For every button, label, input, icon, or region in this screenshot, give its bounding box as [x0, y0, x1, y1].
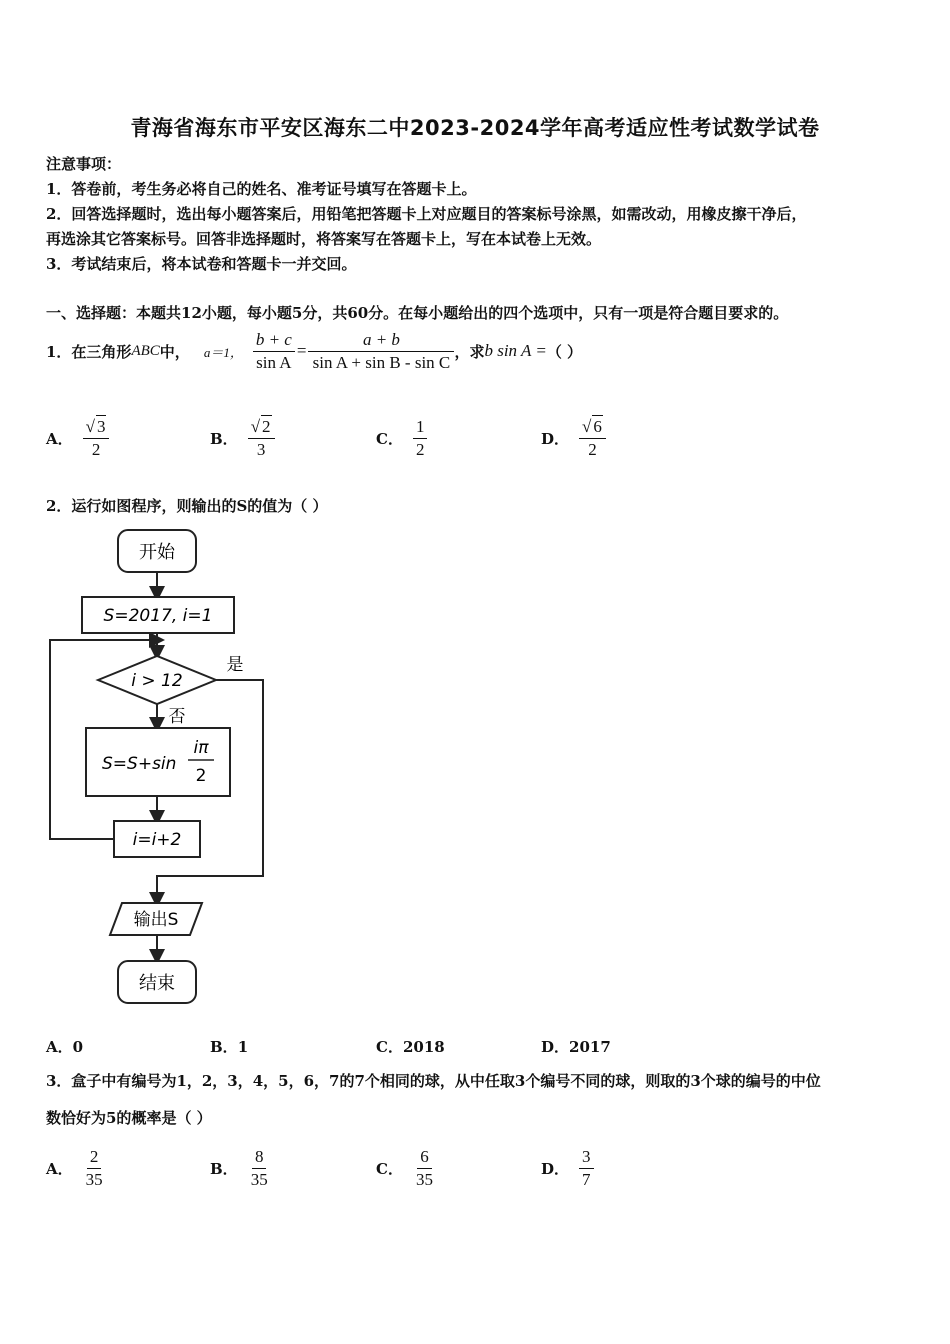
option-fraction: $\frac{2}{35}$ [85, 1146, 103, 1189]
question-2: 2．运行如图程序，则输出的S的值为（ ） [46, 497, 328, 515]
q1-condition: a＝1， [203, 344, 243, 360]
q2-option-c[interactable]: C．2018 [376, 1038, 445, 1056]
flow-no-label: 否 [168, 707, 186, 727]
option-fraction: $\frac{1}{2}$ [413, 416, 428, 461]
option-fraction: $\frac{3}{7}$ [579, 1146, 594, 1191]
notice-item: 1．答卷前，考生务必将自己的姓名、准考证号填写在答题卡上。 [46, 180, 477, 198]
flow-start-label: 开始 [139, 542, 175, 563]
q1-option-d[interactable]: D． $\frac{√ 6}{2}$ [541, 410, 606, 466]
q1-triangle: ABC [131, 342, 160, 359]
q1-target: b sin A = [484, 341, 547, 360]
question-3-line2: 数恰好为5的概率是（ ） [46, 1109, 212, 1127]
section-heading: 一、选择题：本题共12小题，每小题5分，共60分。在每小题给出的四个选项中，只有一项是符合题目要求的。 [46, 304, 789, 322]
q1-option-c[interactable]: C． $\frac{1}{2}$ [376, 410, 427, 466]
notice-item: 3．考试结束后，将本试卷和答题卡一并交回。 [46, 255, 357, 273]
flow-body-den: 2 [195, 766, 207, 786]
question-1 [46, 326, 582, 376]
flow-body-label: S=S+sin [102, 754, 177, 774]
flow-yes-label: 是 [226, 655, 244, 675]
sqrt-icon: √ [250, 417, 261, 436]
q1-zhong: 中， [159, 342, 190, 361]
q1-prefix: 1．在三角形 [46, 342, 132, 361]
flowchart [40, 520, 280, 1010]
flow-init-label: S=2017, i=1 [103, 606, 213, 626]
option-fraction: $\frac{√ 3}{2}$ [83, 415, 110, 461]
notice-item: 2．回答选择题时，选出每小题答案后，用铅笔把答题卡上对应题目的答案标号涂黑，如需改动，用橡皮擦干净后， [46, 205, 807, 223]
question-3-line1: 3．盒子中有编号为1，2，3，4，5，6，7的7个相同的球，从中任取3个编号不同的球，则取的3个球的编号的中位 [46, 1072, 821, 1090]
q1-rhs-fraction: $\frac{a + b}{\text{sin A + sin B - sin C}}$ [308, 329, 454, 374]
option-fraction: $\frac{√ 2}{3}$ [248, 415, 275, 461]
q1-ask: ，求 [454, 342, 485, 361]
flow-body-num: iπ [193, 738, 209, 758]
q2-option-d[interactable]: D．2017 [541, 1038, 611, 1056]
option-fraction: $\frac{8}{35}$ [250, 1146, 268, 1189]
q3-option-c[interactable]: C． $\frac{6}{35}$ [376, 1140, 436, 1196]
option-fraction: $\frac{6}{35}$ [415, 1146, 433, 1189]
q2-option-a[interactable]: A．0 [46, 1038, 84, 1056]
q1-paren: （ ） [546, 342, 583, 361]
q1-equals: = [296, 341, 307, 360]
q2-option-b[interactable]: B．1 [210, 1038, 249, 1056]
q3-option-b[interactable]: B． $\frac{8}{35}$ [210, 1140, 271, 1196]
flow-end-label: 结束 [139, 973, 175, 994]
sqrt-icon: √ [85, 417, 95, 436]
q3-option-d[interactable]: D． $\frac{3}{7}$ [541, 1140, 594, 1196]
q1-option-b[interactable]: B． $\frac{√ 2}{3}$ [210, 410, 275, 466]
notice-heading: 注意事项： [46, 155, 122, 173]
flow-decision-label: i > 12 [131, 671, 183, 691]
option-fraction: $\frac{√ 6}{2}$ [579, 415, 606, 461]
flow-inc-label: i=i+2 [132, 830, 182, 850]
q1-option-a[interactable]: A． $\frac{√ 3}{2}$ [46, 410, 109, 466]
flow-output-label: 输出S [133, 910, 179, 930]
sqrt-icon: √ [582, 417, 592, 436]
q1-lhs-fraction: $\frac{b + c}{\text{sin A}}$ [253, 329, 295, 374]
notice-item: 再选涂其它答案标号。回答非选择题时，将答案写在答题卡上，写在本试卷上无效。 [46, 230, 602, 248]
q3-option-a[interactable]: A． $\frac{2}{35}$ [46, 1140, 106, 1196]
page-title: 青海省海东市平安区海东二中2023-2024学年高考适应性考试数学试卷 [130, 116, 820, 140]
